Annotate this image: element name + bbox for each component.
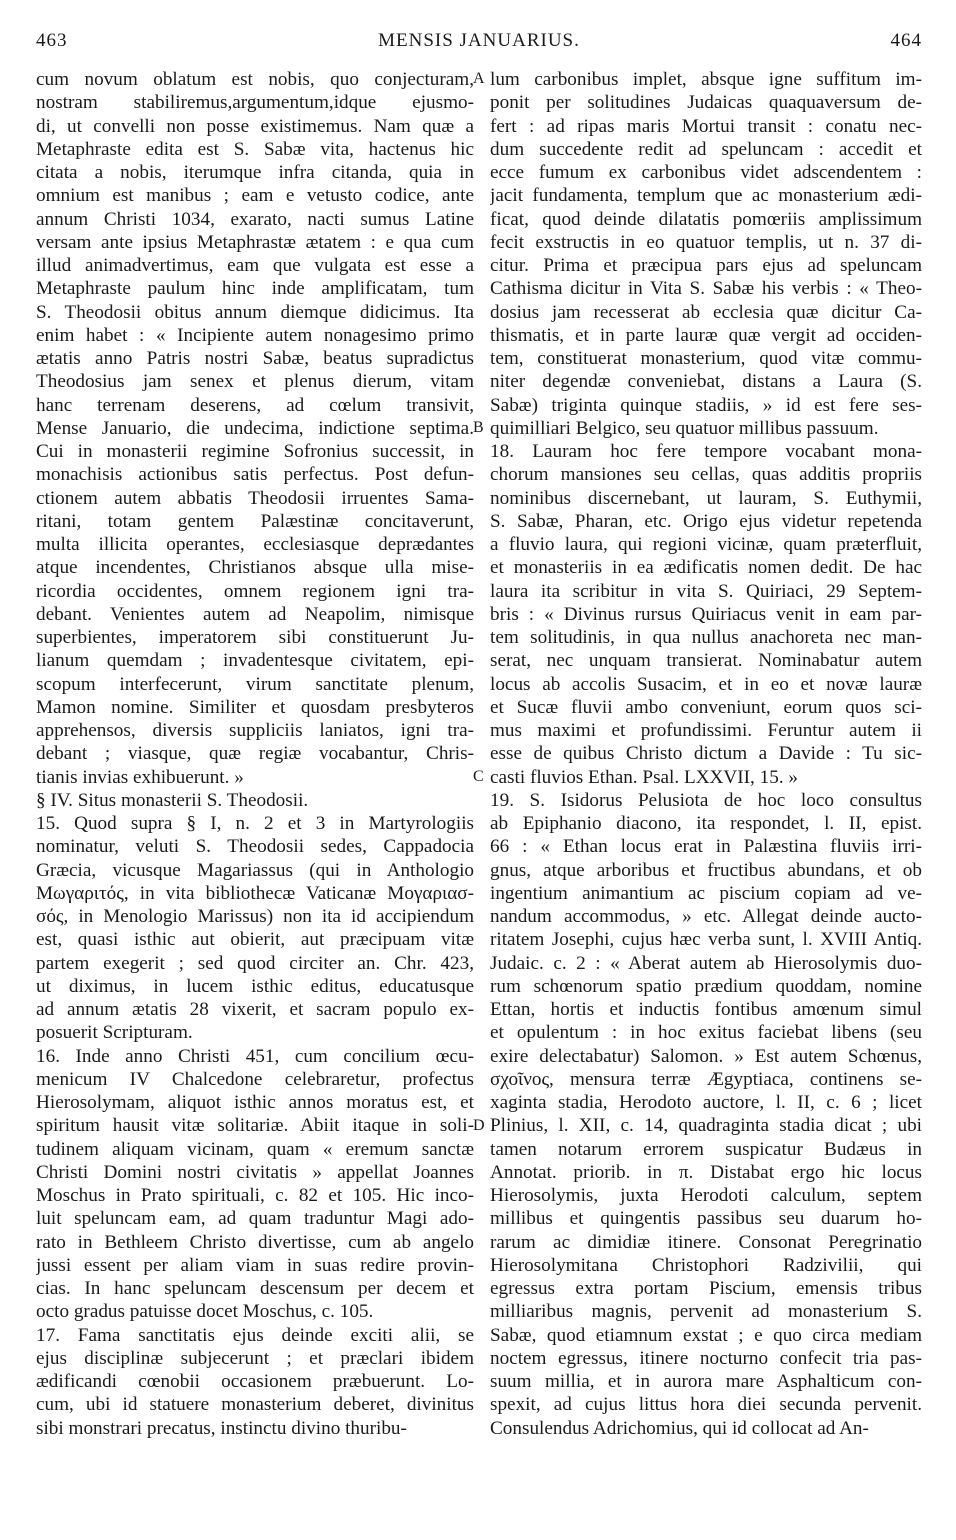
text-line: ritani, totam gentem Palæstinæ concitaverunt, — [36, 510, 474, 532]
text-line: tem solitudinis, in qua nullus anachoreta nec man- — [490, 627, 922, 648]
text-line: Cathisma dicitur in Vita S. Sabæ his verbis : « Theo- — [490, 278, 922, 300]
text-line: 17. Fama sanctitatis ejus deinde exciti alii, se — [36, 1324, 474, 1346]
text-line: 19. S. Isidorus Pelusiota de hoc loco consultus — [490, 789, 922, 811]
text-line: Christi Domini nostri civitatis » appellat Joannes — [36, 1161, 474, 1183]
text-line: thismatis, et in parte lauræ quæ vergit ad occiden- — [490, 324, 922, 346]
text-line: millibus et quingentis passibus seu duarum ho- — [490, 1208, 922, 1230]
text-line: spexit, ad cujus littus hora diei secunda pervenit. — [490, 1394, 922, 1416]
text-line: di, ut convelli non posse existimemus. Nam quæ a — [36, 115, 474, 137]
text-line: et monasteriis in ea ædificatis nomen dedit. De hac — [490, 557, 922, 579]
text-line: superbientes, imperatorem sibi constituerunt Ju- — [36, 627, 474, 648]
text-line: 66 : « Ethan locus erat in Palæstina fluviis irri- — [490, 836, 922, 858]
text-line: posuerit Scripturam. — [36, 1022, 193, 1044]
margin-marker-d: D — [473, 1117, 485, 1134]
text-line: citata a nobis, iterumque infra citanda, quia in — [36, 162, 474, 183]
text-line: Mamon nomine. Similiter et quosdam presbyteros — [36, 696, 474, 718]
text-line: dosius jam recesserat ab ecclesia quæ dicitur Ca- — [490, 301, 922, 323]
text-line: lianum quemdam ; invadentesque civitatem, epi- — [36, 650, 474, 672]
text-line: ædificandi cœnobii occasionem præbuerunt. Lo- — [36, 1371, 474, 1392]
right-column — [490, 68, 922, 1440]
text-line: 15. Quod supra § I, n. 2 et 3 in Martyrologiis — [36, 813, 474, 834]
text-line: ritatem Josephi, cujus hæc verba sunt, l. XVIII Antiq. — [490, 929, 922, 951]
text-line: ætatis anno Patris nostri Sabæ, beatus supradictus — [36, 348, 474, 369]
text-line: atque incendentes, Christianos absque ulla mise- — [36, 557, 474, 579]
text-line: lum carbonibus implet, absque igne suffitum im- — [490, 69, 922, 90]
text-line: rum schœnorum spatio prædium quoddam, nomine — [490, 975, 922, 997]
text-line: et Sucæ fluvii ambo conveniunt, eorum quos sci- — [490, 696, 922, 718]
margin-marker-a: A — [473, 70, 485, 87]
text-line: Cui in monasterii regimine Sofronius successit, in — [36, 441, 474, 462]
text-line: Græcia, vicusque Magariassus (qui in Anthologio — [36, 859, 474, 881]
text-line: Consulendus Adrichomius, qui id collocat ad An- — [490, 1417, 869, 1439]
text-line: debant. Venientes autem ad Neapolim, nimisque — [36, 603, 474, 625]
text-line: ficat, quod deinde dilatatis pomœriis amplissimum — [490, 208, 922, 230]
text-line: Plinius, l. XII, c. 14, quadraginta stadia dicat ; ubi — [490, 1115, 922, 1137]
text-line: Sabæ, quod etiamnum exstat ; e quo circa mediam — [490, 1324, 922, 1346]
text-line: octo gradus patuisse docet Moschus, c. 105. — [36, 1301, 374, 1323]
text-line: suum millia, et in aurora mare Asphalticum con- — [490, 1371, 922, 1392]
margin-marker-b: B — [473, 419, 484, 436]
text-line: ejus disciplinæ subjecerunt ; et præclari ibidem — [36, 1347, 474, 1369]
text-line: ctionem autem abbatis Theodosii irruentes Sama- — [36, 487, 474, 509]
text-line: σχοῖνος, mensura terræ Ægyptiaca, continens se- — [490, 1068, 922, 1090]
text-line: ab Epiphanio diacono, ita respondet, l. II, epist. — [490, 813, 922, 834]
text-line: ut diximus, in lucem isthic editus, educatusque — [36, 975, 474, 997]
text-line: cias. In hanc speluncam descensum per decem et — [36, 1278, 474, 1299]
text-line: Ettan, hortis et inductis fontibus amœnum simul — [490, 999, 922, 1020]
text-line: citur. Prima et præcipua pars ejus ad speluncam — [490, 255, 922, 276]
text-line: scopum interfecerunt, virum sanctitate plenum, — [36, 673, 474, 695]
text-line: § IV. Situs monasterii S. Theodosii. — [36, 789, 309, 811]
text-line: Theodosius jam senex et plenus dierum, vitam — [36, 371, 474, 393]
page-number-left: 463 — [36, 30, 68, 51]
text-line: bris : « Divinus rursus Quiriacus venit in eam par- — [490, 603, 922, 625]
text-line: ponit per solitudines Judaicas quaquaversum de- — [490, 92, 922, 114]
text-line: mus maximi et profundissimi. Feruntur autem ii — [490, 720, 922, 741]
text-line: menicum IV Chalcedone celebraretur, profectus — [36, 1068, 474, 1090]
text-line: tem, constituerat monasterium, quod vitæ commu- — [490, 348, 922, 369]
text-line: serat, nec unquam transierat. Nominabatur autem — [490, 650, 922, 672]
text-line: Annotat. priorib. in π. Distabat ergo hic locus — [490, 1161, 922, 1183]
text-line: cum novum oblatum est nobis, quo conjecturam, — [36, 69, 474, 90]
text-line: gnus, atque arboribus et fructibus abundans, et ob — [490, 859, 922, 881]
text-line: debant ; viasque, quæ regiæ vocabantur, Chris- — [36, 743, 474, 765]
text-line: ingentium animantium ac piscium copiam ad ve- — [490, 882, 922, 904]
text-line: nominatur, veluti S. Theodosii sedes, Cappadocia — [36, 836, 474, 858]
text-line: S. Theodosii obitus annum diemque didicimus. Ita — [36, 301, 474, 323]
text-line: xaginta stadia, Herodoto auctore, l. II, c. 6 ; licet — [490, 1092, 922, 1113]
text-line: Μωγαριτός, in vita bibliothecæ Vaticanæ Μογαριασ- — [36, 882, 474, 904]
text-line: casti fluvios Ethan. Psal. LXXVII, 15. » — [490, 766, 799, 788]
text-line: Hierosolymis, juxta Herodoti calculum, septem — [490, 1185, 922, 1206]
text-line: omnium est manibus ; eam e vetusto codice, ante — [36, 185, 474, 207]
text-line: Hierosolymitana Christophori Radzivilii, qui — [490, 1254, 922, 1276]
text-line: hanc terrenam deserens, ad cœlum transivit, — [36, 394, 474, 416]
text-line: fert : ad ripas maris Mortui transit : conatu nec- — [490, 115, 922, 137]
text-line: quimilliari Belgico, seu quatuor millibus passuum. — [490, 417, 879, 439]
text-line: spiritum hausit vitæ solitariæ. Abiit itaque in soli- — [36, 1115, 474, 1137]
text-line: enim habet : « Incipiente autem nonagesimo primo — [36, 324, 474, 346]
margin-marker-c: C — [473, 768, 484, 785]
text-line: egressus extra portam Piscium, emensis tribus — [490, 1278, 922, 1299]
text-line: partem exegerit ; sed quod circiter an. Chr. 423, — [36, 952, 474, 974]
text-line: Metaphraste edita est S. Sabæ vita, hactenus hic — [36, 138, 474, 160]
text-line: illud animadvertimus, eam que vulgata est esse a — [36, 255, 474, 276]
text-line: laura ita scribitur in vita S. Quiriaci, 29 Septem- — [490, 580, 922, 602]
text-line: Judaic. c. 2 : « Aberat autem ab Hierosolymis duo- — [490, 952, 922, 974]
text-line: sibi monstrari precatus, instinctu divino thuribu- — [36, 1417, 407, 1439]
text-line: multa illicita operantes, ecclesiasque deprædantes — [36, 534, 474, 555]
text-line: annum Christi 1034, exarato, nacti sumus Latine — [36, 208, 474, 230]
text-line: tianis invias exhibuerunt. » — [36, 766, 244, 788]
text-line: esse de quibus Christo dictum a Davide : Tu sic- — [490, 743, 922, 765]
text-line: 16. Inde anno Christi 451, cum concilium œcu- — [36, 1045, 474, 1067]
text-line: monachisis actionibus satis perfectus. Post defun- — [36, 464, 474, 486]
text-line: niter degendæ conveniebat, distans a Laura (S. — [490, 371, 922, 393]
text-line: Metaphraste paulum hinc inde amplificatam, tum — [36, 278, 474, 300]
text-line: nostram stabiliremus,argumentum,idque ejusmo- — [36, 92, 474, 114]
text-line: ricordia occidentes, omnem regionem igni tra- — [36, 580, 474, 602]
text-line: fecit exstructis in eo quatuor templis, ut n. 37 di- — [490, 231, 922, 253]
text-line: versam ante ipsius Metaphrastæ ætatem : e qua cum — [36, 231, 474, 253]
text-line: nandum accommodus, » etc. Allegat deinde aucto- — [490, 906, 922, 927]
text-line: rato in Bethleem Christo divertisse, cum ab angelo — [36, 1231, 474, 1253]
text-line: Sabæ) triginta quinque stadiis, » id est fere ses- — [490, 394, 922, 416]
text-line: nominibus discernebant, ut lauram, S. Euthymii, — [490, 487, 922, 509]
text-line: luit speluncam eam, ad quam traduntur Magi ado- — [36, 1208, 474, 1230]
text-line: Hierosolymam, aliquot isthic annos moratus est, et — [36, 1092, 474, 1113]
text-line: noctem egressus, itinere nocturno confecit tria pas- — [490, 1347, 922, 1369]
text-line: chorum mansiones seu cellas, quas additis propriis — [490, 464, 922, 486]
text-line: tudinem aliquam vicinam, quam « eremum sanctæ — [36, 1138, 474, 1160]
text-line: Mense Januario, die undecima, indictione septima. — [36, 417, 474, 439]
text-line: rarum ac dimidiæ itinere. Consonat Peregrinatio — [490, 1231, 922, 1253]
text-line: tamen notarum errorem suspicatur Budæus in — [490, 1138, 922, 1160]
text-line: Moschus in Prato spirituali, c. 82 et 105. Hic inco- — [36, 1185, 474, 1206]
running-title: MENSIS JANUARIUS. — [378, 30, 580, 51]
text-line: milliaribus magnis, pervenit ad monasterium S. — [490, 1301, 922, 1323]
text-line: et opulentum : in hoc exitus faciebat libens (seu — [490, 1022, 922, 1044]
text-line: S. Sabæ, Pharan, etc. Origo ejus videtur repetenda — [490, 510, 922, 532]
text-line: jussi essent per aliam viam in suas redire provin- — [36, 1254, 474, 1276]
text-line: jacit fundamenta, templum que ac monasterium ædi- — [490, 185, 922, 207]
text-line: apprehensos, diversis suppliciis laniatos, igni tra- — [36, 720, 474, 741]
text-line: exire delectabatur) Salomon. » Est autem Schœnus, — [490, 1045, 922, 1067]
text-line: ad annum ætatis 28 vixerit, et sacram populo ex- — [36, 999, 474, 1020]
page-number-right: 464 — [890, 30, 922, 51]
text-line: 18. Lauram hoc fere tempore vocabant mona- — [490, 441, 922, 462]
running-header — [36, 30, 922, 58]
left-column — [36, 68, 474, 1440]
text-line: a fluvio laura, qui regioni vicinæ, quam præterfluit, — [490, 534, 922, 555]
text-line: locus ab accolis Susacim, et in eo et novæ lauræ — [490, 673, 922, 695]
text-line: ecce fumum ex carbonibus videt adscendentem : — [490, 162, 922, 183]
text-line: σός, in Menologio Marissus) non ita id accipiendum — [36, 906, 474, 927]
text-line: dum succedente redit ad speluncam : accedit et — [490, 138, 922, 160]
text-line: cum, ubi id statuere monasterium deberet, divinitus — [36, 1394, 474, 1416]
text-line: est, quasi isthic aut obierit, aut præcipuam vitæ — [36, 929, 474, 951]
